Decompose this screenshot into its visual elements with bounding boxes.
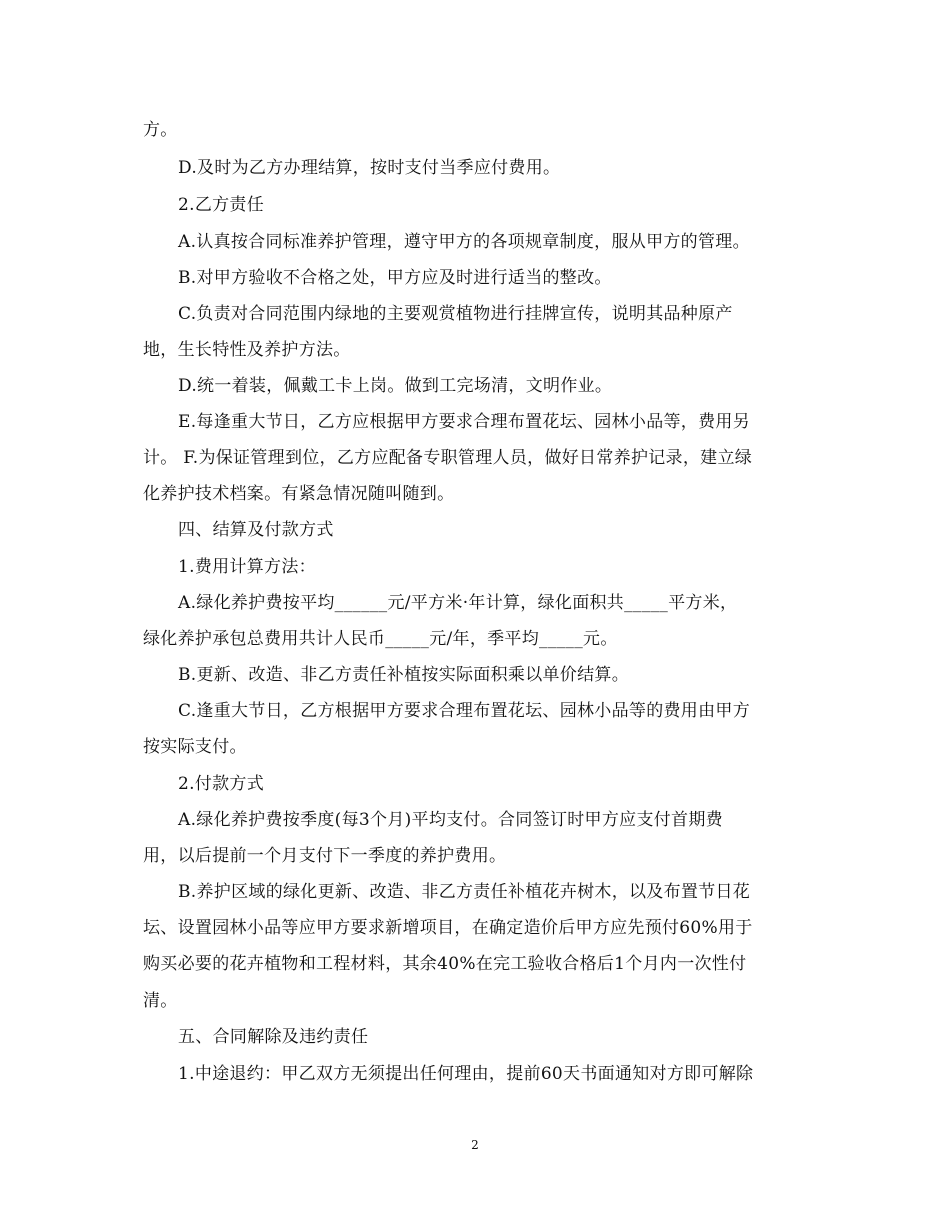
paragraph-line: E.每逢重大节日，乙方应根据甲方要求合理布置花坛、园林小品等，费用另	[178, 412, 751, 432]
paragraph-line: C.逢重大节日，乙方根据甲方要求合理布置花坛、园林小品等的费用由甲方	[178, 701, 751, 721]
section-heading: 1.费用计算方法：	[178, 557, 316, 577]
paragraph-line: 购买必要的花卉植物和工程材料，其余40%在完工验收合格后1个月内一次性付	[143, 954, 747, 974]
paragraph-line: A.绿化养护费按季度(每3个月)平均支付。合同签订时甲方应支付首期费	[178, 810, 723, 830]
paragraph-line: B.对甲方验收不合格之处，甲方应及时进行适当的整改。	[178, 268, 612, 288]
section-heading: 四、结算及付款方式	[178, 520, 334, 540]
paragraph-line: 1.中途退约：甲乙双方无须提出任何理由，提前60天书面通知对方即可解除	[178, 1064, 754, 1084]
paragraph-line: B.养护区域的绿化更新、改造、非乙方责任补植花卉树木，以及布置节日花	[178, 882, 751, 902]
paragraph-line: 绿化养护承包总费用共计人民币_____元/年，季平均_____元。	[143, 629, 618, 649]
paragraph-line: B.更新、改造、非乙方责任补植按实际面积乘以单价结算。	[178, 665, 629, 685]
paragraph-line: 地，生长特性及养护方法。	[143, 340, 351, 360]
section-heading: 五、合同解除及违约责任	[178, 1027, 369, 1047]
paragraph-line: 用，以后提前一个月支付下一季度的养护费用。	[143, 846, 507, 866]
page-number: 2	[471, 1138, 479, 1152]
paragraph-line: 方。	[143, 120, 178, 140]
paragraph-line: C.负责对合同范围内绿地的主要观赏植物进行挂牌宣传，说明其品种原产	[178, 304, 733, 324]
paragraph-line: 计。 F.为保证管理到位，乙方应配备专职管理人员，做好日常养护记录，建立绿	[143, 448, 753, 468]
section-heading: 2.乙方责任	[178, 195, 265, 215]
paragraph-line: 化养护技术档案。有紧急情况随叫随到。	[143, 484, 455, 504]
section-heading: 2.付款方式	[178, 774, 265, 794]
paragraph-line: 按实际支付。	[143, 737, 247, 757]
paragraph-line: A.绿化养护费按平均______元/平方米·年计算，绿化面积共_____平方米，	[178, 593, 738, 613]
paragraph-line: A.认真按合同标准养护管理，遵守甲方的各项规章制度，服从甲方的管理。	[178, 232, 750, 252]
paragraph-line: D.及时为乙方办理结算，按时支付当季应付费用。	[178, 158, 561, 178]
paragraph-line: 坛、设置园林小品等应甲方要求新增项目，在确定造价后甲方应先预付60%用于	[143, 918, 753, 938]
paragraph-line: 清。	[143, 991, 178, 1011]
paragraph-line: D.统一着装，佩戴工卡上岗。做到工完场清，文明作业。	[178, 376, 613, 396]
